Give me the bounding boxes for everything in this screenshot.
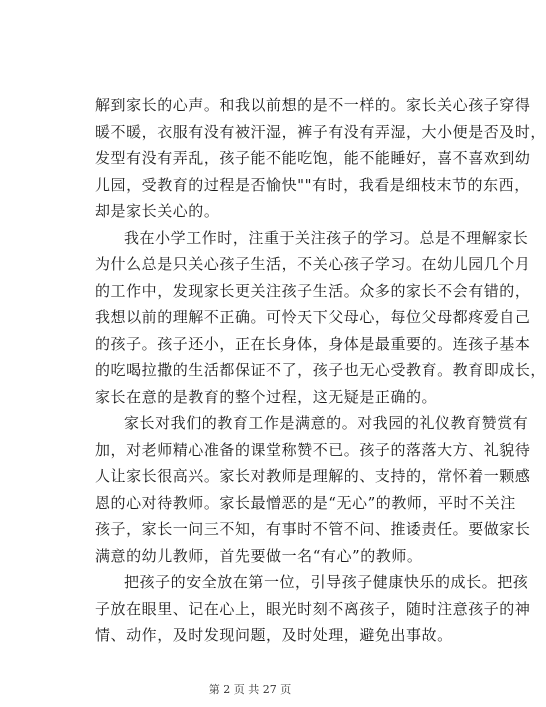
text-line: 的吃喝拉撒的生活都保证不了，孩子也无心受教育。教育即成长， (95, 361, 546, 379)
text-line: 儿园，受教育的过程是否愉快""有时，我看是细枝末节的东西， (95, 175, 530, 194)
text-line: 解到家长的心声。和我以前想的是不一样的。家长关心孩子穿得 (95, 96, 531, 114)
text-line: 家长对我们的教育工作是满意的。对我园的礼仪教育赞赏有 (124, 414, 529, 432)
text-line: 我在小学工作时，注重于关注孩子的学习。总是不理解家长 (124, 228, 529, 247)
body-text (95, 92, 546, 649)
text-line: 家长在意的是教育的整个过程，这无疑是正确的。 (95, 387, 438, 406)
text-line: 恩的心对待教师。家长最憎恶的是“无心”的教师，平时不关注 (95, 493, 516, 512)
text-line: 却是家长关心的。 (95, 202, 220, 220)
text-line: 把孩子的安全放在第一位，引导孩子健康快乐的成长。把孩 (124, 573, 529, 591)
text-line: 我想以前的理解不正确。可怜天下父母心，每位父母都疼爱自己 (95, 308, 531, 326)
text-line: 满意的幼儿教师，首先要做一名“有心”的教师。 (95, 546, 423, 565)
text-line: 人让家长很高兴。家长对教师是理解的、支持的，常怀着一颗感 (95, 467, 531, 485)
text-line: 为什么总是只关心孩子生活，不关心孩子学习。在幼儿园几个月 (95, 255, 531, 273)
text-line: 发型有没有弄乱，孩子能不能吃饱，能不能睡好，喜不喜欢到幼 (95, 149, 531, 167)
text-line: 暖不暖，衣服有没有被汗湿，裤子有没有弄湿，大小便是否及时， (95, 122, 546, 141)
text-line: 子放在眼里、记在心上，眼光时刻不离孩子，随时注意孩子的神 (95, 599, 531, 618)
text-line: 情、动作，及时发现问题，及时处理，避免出事故。 (95, 626, 453, 644)
page-footer: 第 2 页 共 27 页 (208, 683, 292, 696)
text-line: 的工作中，发现家长更关注孩子生活。众多的家长不会有错的， (95, 281, 531, 300)
text-line: 加，对老师精心准备的课堂称赞不已。孩子的落落大方、礼貌待 (95, 440, 531, 459)
text-line: 孩子，家长一问三不知，有事时不管不问、推诿责任。要做家长 (95, 520, 531, 538)
text-line: 的孩子。孩子还小，正在长身体，身体是最重要的。连孩子基本 (95, 334, 531, 353)
